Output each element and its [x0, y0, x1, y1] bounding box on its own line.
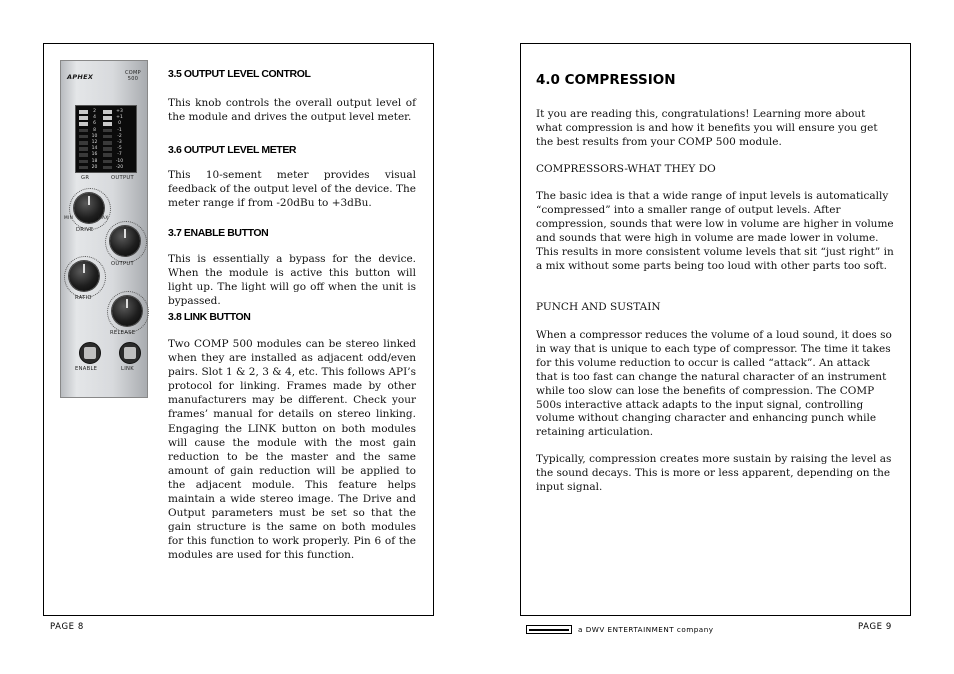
intro-paragraph: It you are reading this, congratulations! Learning more about what compression is and how it benefits you will ensure you get the best results from your COMP 500 module. [536, 108, 878, 148]
comp500-module-image [60, 60, 148, 398]
meter-led-gr [79, 141, 88, 145]
page-title: 4.0 COMPRESSION [536, 72, 676, 88]
meter-scale-gr: 14 [91, 146, 98, 152]
subheading-compressors: COMPRESSORS-WHAT THEY DO [536, 163, 716, 175]
section-body-output-level-meter: This 10-sement meter provides visual feedback of the output level of the device. The meter range if from -20dBu to +3dBu. [168, 169, 416, 210]
meter-scale-gr: 12 [91, 140, 98, 145]
meter-row [76, 134, 136, 140]
meter-led-output [103, 147, 112, 151]
output-knob-label: OUTPUT [111, 261, 134, 267]
meter-led-output [103, 122, 112, 126]
meter-led-output [103, 141, 112, 145]
meter-row [76, 121, 136, 127]
meter-led-gr [79, 166, 88, 170]
meter-led-gr [79, 122, 88, 126]
company-tagline: a DWV ENTERTAINMENT company [578, 625, 714, 634]
section-body-link-button: Two COMP 500 modules can be stereo linked when they are installed as adjacent odd/even pairs. Slot 1 & 2, 3 & 4, etc. This follows API’s protocol for linking. Frames made by other manufacturers may be different. Check your frames’ manual for details on stereo linking. Engaging the LINK button on both modules will cause the module with the most gain reduction to be the master and the same amount of gain reduction will be applied to the adjacent module. This feature helps maintain a wide stereo image. The Drive and Output parameters must be set so that the gain structure is the same on both modules for this function to work properly. Pin 6 of the modules are used for this function. [168, 338, 416, 562]
meter-row [76, 115, 136, 121]
section-heading-output-level-control: 3.5 OUTPUT LEVEL CONTROL [168, 68, 311, 80]
section-heading-link-button: 3.8 LINK BUTTON [168, 311, 251, 323]
meter-scale-gr: 8 [93, 127, 96, 133]
meter-row [76, 152, 136, 158]
meter-scale-output: -3 [117, 140, 122, 145]
meter-scale-output: -10 [115, 158, 124, 164]
subheading-punch-sustain: PUNCH AND SUSTAIN [536, 301, 661, 313]
meter-led-gr [79, 160, 88, 164]
release-label: RELEASE [110, 330, 136, 336]
enable-label: ENABLE [75, 366, 98, 372]
meter-led-output [103, 153, 112, 157]
meter-row [76, 146, 136, 152]
meter-led-output [103, 116, 112, 120]
meter-scale-gr: 20 [91, 164, 98, 170]
drive-min-label: MIN [64, 216, 74, 221]
output-knob[interactable] [110, 226, 140, 256]
meter-scale-output: -20 [115, 164, 124, 170]
link-label: LINK [121, 366, 134, 372]
drive-max-label: MAX [98, 216, 109, 221]
section-heading-enable-button: 3.7 ENABLE BUTTON [168, 227, 269, 239]
ratio-label: RATIO [75, 295, 92, 301]
section-body-output-level-control: This knob controls the overall output level of the module and drives the output level meter. [168, 97, 416, 124]
meter-scale-gr: 16 [91, 152, 98, 158]
meter-row [76, 140, 136, 146]
meter-led-output [103, 166, 112, 170]
section-heading-output-level-meter: 3.6 OUTPUT LEVEL METER [168, 144, 297, 156]
meter-scale-gr: 18 [91, 158, 98, 164]
module-name-line1: COMP [125, 70, 141, 76]
punch-paragraph: When a compressor reduces the volume of a loud sound, it does so in way that is unique to each type of compressor. The time it takes for this volume reduction to occur is called “attack”. An attack that is too fast can change the natural character of an instrument while too slow can lose the benefits of compression. The COMP 500s interactive attack adapts to the input signal, controlling volume without changing character and enhancing punch while retaining articulation. [536, 329, 892, 439]
meter-scale-output: +3 [116, 109, 123, 114]
meter-scale-output: -1 [117, 127, 122, 133]
meter-row [76, 159, 136, 165]
meter-led-gr [79, 116, 88, 120]
meter-led-output [103, 135, 112, 139]
meter-led-gr [79, 135, 88, 139]
meter-row [76, 165, 136, 171]
page-number-right: PAGE 9 [858, 622, 892, 632]
meter-scale-gr: 6 [93, 121, 96, 127]
module-name-line2: 500 [127, 76, 139, 82]
module-name [123, 70, 143, 82]
meter-row [76, 128, 136, 134]
meter-label-output: OUTPUT [111, 175, 134, 181]
meter-scale-gr: 2 [93, 109, 96, 114]
release-knob[interactable] [112, 296, 142, 326]
section-body-enable-button: This is essentially a bypass for the device. When the module is active this button will light up. The light will go off when the unit is bypassed. [168, 253, 416, 308]
meter-scale-gr: 10 [91, 133, 98, 139]
dwv-logo [526, 625, 572, 634]
meter-scale-gr: 4 [93, 115, 96, 121]
meter-scale-output: 0 [118, 121, 121, 127]
meter-scale-output: +1 [116, 115, 123, 121]
meter-led-gr [79, 110, 88, 114]
meter-scale-output: -2 [117, 133, 122, 139]
meter-label-gr: GR [81, 175, 90, 181]
compressors-paragraph: The basic idea is that a wide range of input levels is automatically “compressed” into a smaller range of output levels. After compression, sounds that were low in volume are higher in volume and sounds that were high in volume are made lower in volume. This results in more consistent volume levels that sit “just right” in a mix without some parts being too loud with other parts too soft. [536, 190, 894, 272]
meter-scale-output: -7 [117, 152, 122, 158]
meter-led-gr [79, 147, 88, 151]
sustain-paragraph: Typically, compression creates more sustain by raising the level as the sound decays. This is more or less apparent, depending on the input signal. [536, 453, 892, 493]
link-button[interactable] [119, 342, 141, 364]
ratio-knob[interactable] [69, 261, 99, 291]
meter-led-output [103, 129, 112, 133]
meter-scale-output: -5 [117, 146, 122, 152]
meter-row [76, 109, 136, 115]
meter-led-output [103, 110, 112, 114]
page-number-left: PAGE 8 [50, 622, 84, 632]
enable-button[interactable] [79, 342, 101, 364]
drive-label: DRIVE [76, 227, 94, 233]
meter-led-gr [79, 153, 88, 157]
meter-led-output [103, 160, 112, 164]
meter-led-gr [79, 129, 88, 133]
aphex-logo: APHEX [67, 73, 94, 81]
output-level-meter [75, 105, 137, 173]
